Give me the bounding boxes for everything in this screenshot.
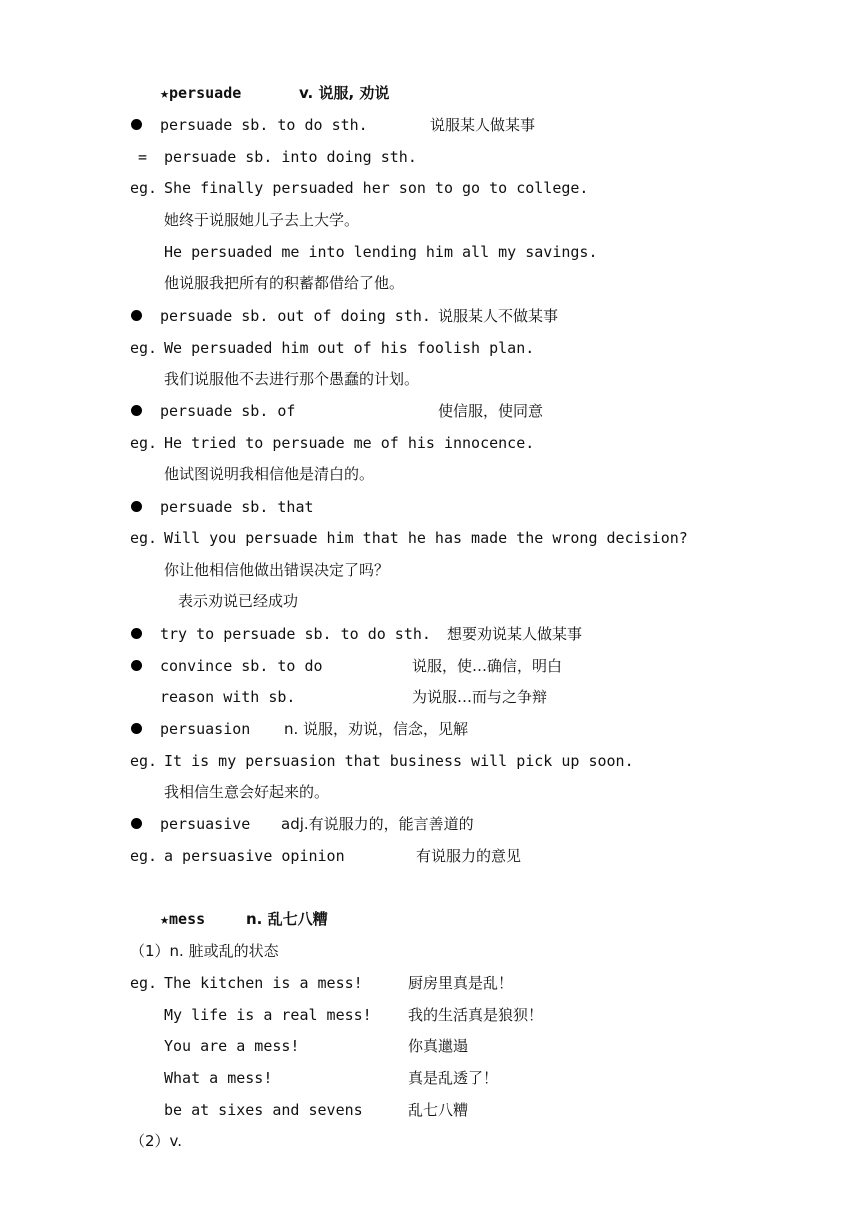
example-zh: 我相信生意会好起来的。	[164, 783, 330, 801]
phrase-meaning: 说服某人不做某事	[438, 307, 559, 325]
usage-note: 表示劝说已经成功	[178, 592, 299, 610]
example-en: be at sixes and sevens	[164, 1101, 363, 1119]
phrase: persuasive	[160, 815, 251, 833]
example-en: She finally persuaded her son to go to college.	[164, 179, 589, 197]
eg-label: eg.	[130, 339, 158, 357]
equals-mark: =	[138, 148, 148, 166]
sense-heading: （2）v.	[130, 1132, 183, 1150]
bullet-icon	[131, 628, 142, 639]
phrase: persuade sb. that	[160, 498, 314, 516]
sense-heading: （1）n. 脏或乱的状态	[130, 942, 279, 960]
phrase: reason with sb.	[160, 688, 296, 706]
bullet-icon	[131, 119, 142, 130]
eg-label: eg.	[130, 847, 158, 865]
mess-pos: n. 乱七八糟	[246, 910, 328, 928]
bullet-icon	[131, 818, 142, 829]
eg-label: eg.	[130, 752, 158, 770]
example-zh: 我们说服他不去进行那个愚蠢的计划。	[164, 370, 420, 388]
persuade-pos: v. 说服, 劝说	[299, 84, 390, 102]
example-en: It is my persuasion that business will pick up soon.	[164, 752, 634, 770]
phrase-meaning: 使信服，使同意	[438, 402, 544, 420]
example-zh: 你让他相信他做出错误决定了吗？	[164, 561, 390, 579]
phrase: persuade sb. of	[160, 402, 296, 420]
phrase-meaning: 想要劝说某人做某事	[447, 625, 583, 643]
example-en: The kitchen is a mess!	[164, 974, 363, 992]
phrase-meaning: 为说服…而与之争辩	[412, 688, 548, 706]
eg-label: eg.	[130, 974, 158, 992]
part-of-speech: n. 说服，劝说，信念，见解	[284, 720, 469, 738]
example-zh: 她终于说服她儿子去上大学。	[164, 211, 360, 229]
example-en: He tried to persuade me of his innocence.	[164, 434, 535, 452]
example-en: My life is a real mess!	[164, 1006, 372, 1024]
example-en: He persuaded me into lending him all my savings.	[164, 243, 598, 261]
phrase-meaning: 说服，使…确信，明白	[412, 657, 563, 675]
example-zh: 他说服我把所有的积蓄都借给了他。	[164, 274, 405, 292]
bullet-icon	[131, 310, 142, 321]
part-of-speech: adj.有说服力的，能言善道的	[281, 815, 474, 833]
phrase-meaning: 说服某人做某事	[430, 116, 536, 134]
phrase: persuade sb. out of doing sth.	[160, 307, 431, 325]
example-zh: 真是乱透了！	[408, 1069, 499, 1087]
example-en: We persuaded him out of his foolish plan.	[164, 339, 535, 357]
bullet-icon	[131, 501, 142, 512]
phrase: convince sb. to do	[160, 657, 323, 675]
example-zh: 乱七八糟	[408, 1101, 469, 1119]
bullet-icon	[131, 405, 142, 416]
phrase: persuade sb. to do sth.	[160, 116, 368, 134]
example-en: a persuasive opinion	[164, 847, 345, 865]
eg-label: eg.	[130, 434, 158, 452]
bullet-icon	[131, 723, 142, 734]
eg-label: eg.	[130, 529, 158, 547]
example-zh: 厨房里真是乱！	[408, 974, 514, 992]
phrase: persuade sb. into doing sth.	[164, 148, 417, 166]
example-zh: 我的生活真是狼狈！	[408, 1006, 544, 1024]
eg-label: eg.	[130, 179, 158, 197]
example-en: You are a mess!	[164, 1037, 300, 1055]
phrase: try to persuade sb. to do sth.	[160, 625, 431, 643]
example-zh: 他试图说明我相信他是清白的。	[164, 465, 375, 483]
bullet-icon	[131, 660, 142, 671]
example-en: What a mess!	[164, 1069, 273, 1087]
example-en: Will you persuade him that he has made the wrong decision?	[164, 529, 688, 547]
example-zh: 有说服力的意见	[416, 847, 522, 865]
persuade-heading: ★persuade	[160, 84, 242, 102]
example-zh: 你真邋遢	[408, 1037, 469, 1055]
mess-heading: ★mess	[160, 910, 206, 928]
phrase: persuasion	[160, 720, 251, 738]
